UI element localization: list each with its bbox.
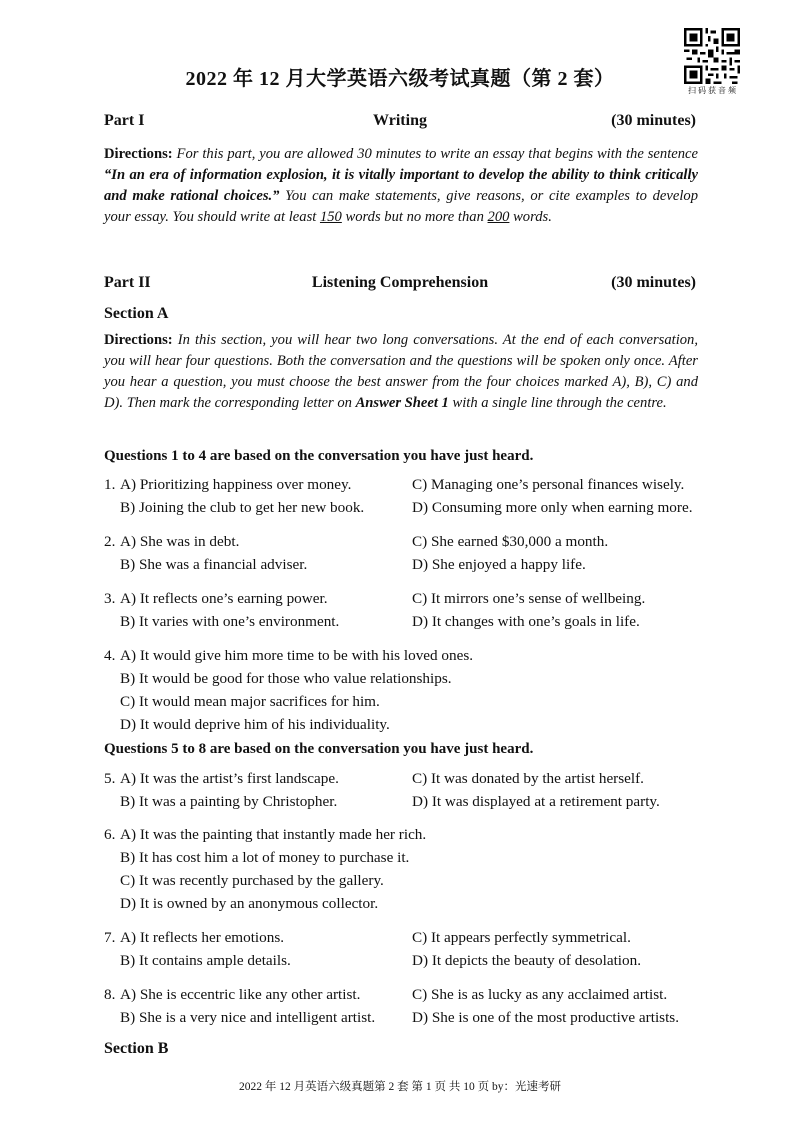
answer-sheet-ref: Answer Sheet 1 (355, 395, 449, 411)
section-b-title: Section B (104, 1040, 169, 1057)
option-b: B) It varies with one’s environment. (120, 613, 340, 630)
option-d: D) It would deprive him of his individuality. (120, 716, 390, 733)
option-b: B) It contains ample details. (120, 952, 291, 969)
option-b: B) She is a very nice and intelligent artist. (120, 1009, 376, 1026)
option-b: B) She was a financial adviser. (120, 556, 308, 573)
section-a-title: Section A (104, 305, 169, 322)
question-group-1-heading: Questions 1 to 4 are based on the conversation you have just heard. (104, 448, 534, 464)
option-d: D) It changes with one’s goals in life. (412, 613, 640, 630)
part-1-time: (30 minutes) (611, 112, 696, 129)
question-6: 6. A) It was the painting that instantly made her rich. B) It has cost him a lot of money to purchase it. C) It was recently purchased by the gallery. D) It is owned by an anonymous collector. (104, 823, 714, 915)
option-a: A) It was the painting that instantly made her rich. (120, 826, 427, 843)
option-b: B) It would be good for those who value relationships. (120, 670, 452, 687)
part-1-header (104, 112, 696, 134)
part-2-time: (30 minutes) (611, 274, 696, 291)
option-a: A) She is eccentric like any other artist. (120, 986, 361, 1003)
qr-code-icon[interactable] (684, 28, 740, 84)
part-2-directions: Directions: In this section, you will hear two long conversations. At the end of each conversation, you will hear four questions. Both the conversation and the questions will be spoken only once. After you hear a question, you must choose the best answer from the four choices marked A), B), C) and D). Then mark the corresponding letter on Answer Sheet 1 with a single line through the centre. (104, 332, 698, 411)
part-1-name: Writing (373, 112, 427, 129)
option-c: C) It mirrors one’s sense of wellbeing. (412, 590, 646, 607)
part-2-name: Listening Comprehension (311, 274, 489, 291)
option-a: A) She was in debt. (120, 533, 240, 550)
option-a: A) It reflects one’s earning power. (120, 590, 328, 607)
directions-label: Directions: (104, 146, 173, 162)
question-group-2-heading: Questions 5 to 8 are based on the conversation you have just heard. (104, 741, 534, 757)
option-d: D) She is one of the most productive artists. (412, 1009, 680, 1026)
option-a: A) Prioritizing happiness over money. (120, 476, 352, 493)
page-title: 2022 年 12 月大学英语六级考试真题（第 2 套） (185, 68, 615, 90)
part-2-label: Part II (104, 274, 151, 291)
part-1-directions: Directions: For this part, you are allowed 30 minutes to write an essay that begins with the sentence “In an era of information explosion, it is vitally important to develop the ability to think critically and make rational choices.” You can make statements, give reasons, or cite examples to develop your essay. You should write at least 150 words but no more than 200 words. (104, 146, 699, 225)
option-c: C) She is as lucky as any acclaimed artist. (412, 986, 668, 1003)
option-d: D) Consuming more only when earning more. (412, 499, 693, 516)
question-8: 8. A) She is eccentric like any other artist. C) She is as lucky as any acclaimed artist. B) She is a very nice and intelligent artist. D) She is one of the most productive artists. (104, 983, 714, 1029)
directions-label: Directions: (104, 332, 173, 348)
min-words: 150 (319, 209, 342, 225)
option-a: A) It was the artist’s first landscape. (120, 770, 339, 787)
qr-caption: 扫码获音频 (688, 86, 738, 95)
part-1-label: Part I (104, 112, 145, 129)
option-c: C) Managing one’s personal finances wisely. (412, 476, 685, 493)
option-a: A) It reflects her emotions. (120, 929, 285, 946)
option-c: C) It was donated by the artist herself. (412, 770, 644, 787)
essay-prompt: “In an era of information explosion, it is vitally important to develop the ability to think critically and make rational choices.” (104, 167, 698, 204)
option-d: D) It is owned by an anonymous collector. (120, 895, 379, 912)
option-b: B) It was a painting by Christopher. (120, 793, 338, 810)
question-1: 1. A) Prioritizing happiness over money. C) Managing one’s personal finances wisely. B) Joining the club to get her new book. D) Consuming more only when earning more. (104, 473, 714, 519)
question-2: 2. A) She was in debt. C) She earned $30,000 a month. B) She was a financial adviser. D) She enjoyed a happy life. (104, 530, 714, 576)
max-words: 200 (487, 209, 510, 225)
option-d: D) It depicts the beauty of desolation. (412, 952, 642, 969)
question-4: 4. A) It would give him more time to be with his loved ones. B) It would be good for those who value relationships. C) It would mean major sacrifices for him. D) It would deprive him of his individuality. (104, 644, 714, 736)
option-c: C) She earned $30,000 a month. (412, 533, 609, 550)
option-d: D) It was displayed at a retirement party. (412, 793, 660, 810)
question-7: 7. A) It reflects her emotions. C) It appears perfectly symmetrical. B) It contains ample details. D) It depicts the beauty of desolation. (104, 926, 714, 972)
option-b: B) Joining the club to get her new book. (120, 499, 365, 516)
option-c: C) It was recently purchased by the gallery. (120, 872, 384, 889)
option-d: D) She enjoyed a happy life. (412, 556, 586, 573)
question-3: 3. A) It reflects one’s earning power. C) It mirrors one’s sense of wellbeing. B) It varies with one’s environment. D) It changes with one’s goals in life. (104, 587, 714, 633)
option-c: C) It appears perfectly symmetrical. (412, 929, 631, 946)
option-a: A) It would give him more time to be with his loved ones. (120, 647, 474, 664)
option-b: B) It has cost him a lot of money to purchase it. (120, 849, 410, 866)
question-5: 5. A) It was the artist’s first landscape. C) It was donated by the artist herself. B) It was a painting by Christopher. D) It was displayed at a retirement party. (104, 767, 714, 813)
page-footer: 2022 年 12 月英语六级真题第 2 套 第 1 页 共 10 页 by：光速考研 (239, 1081, 561, 1093)
option-c: C) It would mean major sacrifices for him. (120, 693, 380, 710)
part-2-header (104, 274, 696, 296)
